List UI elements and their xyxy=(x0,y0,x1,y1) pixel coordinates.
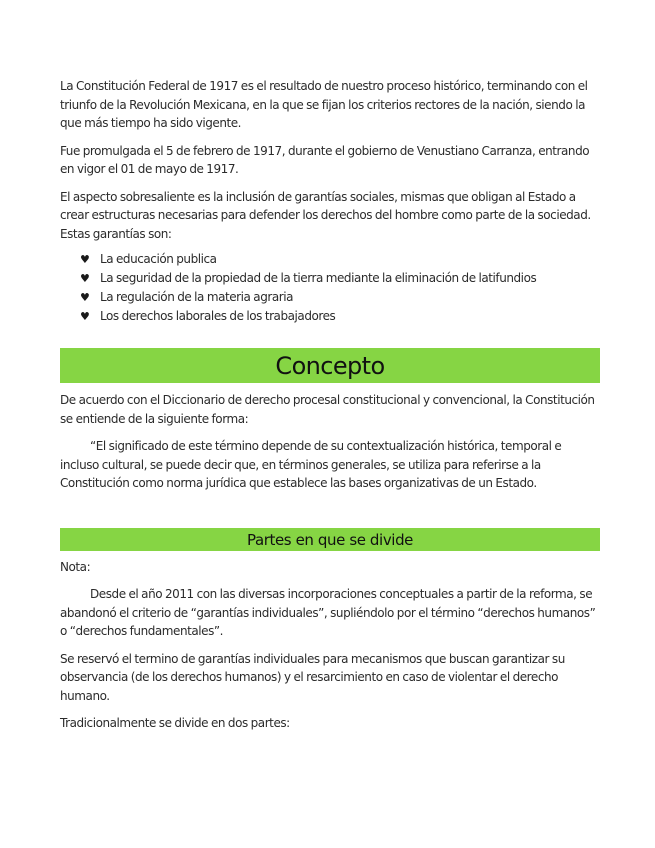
intro-paragraph-1: La Constitución Federal de 1917 es el resultado de nuestro proceso histórico, terminando con el triunfo de la Revolución Mexicana, en la que se fijan los criterios rectores de la nación, siendo la que más tiempo ha sido vigente. xyxy=(60,79,588,130)
partes-heading: Partes en que se divide xyxy=(60,528,600,551)
list-item-text: La regulación de la materia agraria xyxy=(100,290,294,304)
list-item xyxy=(60,269,600,288)
guarantees-list xyxy=(60,250,600,326)
concepto-paragraph: De acuerdo con el Diccionario de derecho procesal constitucional y convencional, la Constitución se entiende de la siguiente forma: xyxy=(60,393,595,426)
concepto-heading: Concepto xyxy=(60,348,600,383)
heart-icon: ♥ xyxy=(80,310,90,323)
list-item xyxy=(60,307,600,326)
list-item xyxy=(60,250,600,269)
heart-icon: ♥ xyxy=(80,272,90,285)
intro-paragraph-2: Fue promulgada el 5 de febrero de 1917, durante el gobierno de Venustiano Carranza, entrando en vigor el 01 de mayo de 1917. xyxy=(60,143,590,176)
intro-paragraph-3: El aspecto sobresaliente es la inclusión de garantías sociales, mismas que obligan al Estado a crear estructuras necesarias para defender los derechos del hombre como parte de la sociedad. Estas garantías son: xyxy=(60,189,591,241)
partes-paragraph-1: Desde el año 2011 con las diversas incorporaciones conceptuales a partir de la reforma, se abandonó el criterio de “garantías individuales”, supliéndolo por el término “derechos humanos” o “derechos fundamentales”. xyxy=(60,587,596,638)
heart-icon: ♥ xyxy=(80,291,90,304)
list-item-text: Los derechos laborales de los trabajadores xyxy=(100,309,336,323)
list-item-text: La educación publica xyxy=(100,252,217,266)
nota-label: Nota: xyxy=(60,559,91,574)
list-item-text: La seguridad de la propiedad de la tierra mediante la eliminación de latifundios xyxy=(100,271,537,285)
list-item xyxy=(60,288,600,307)
partes-paragraph-2: Se reservó el termino de garantías individuales para mecanismos que buscan garantizar su observancia (de los derechos humanos) y el resarcimiento en caso de violentar el derecho humano. xyxy=(60,651,565,703)
partes-paragraph-3: Tradicionalmente se divide en dos partes: xyxy=(60,716,290,730)
heart-icon: ♥ xyxy=(80,253,90,266)
document-page xyxy=(60,77,600,742)
concepto-quote: “El significado de este término depende de su contextualización histórica, temporal e incluso cultural, se puede decir que, en términos generales, se utiliza para referirse a la Constitución como norma jurídica que establece las bases organizativas de un Estado. xyxy=(60,439,562,490)
